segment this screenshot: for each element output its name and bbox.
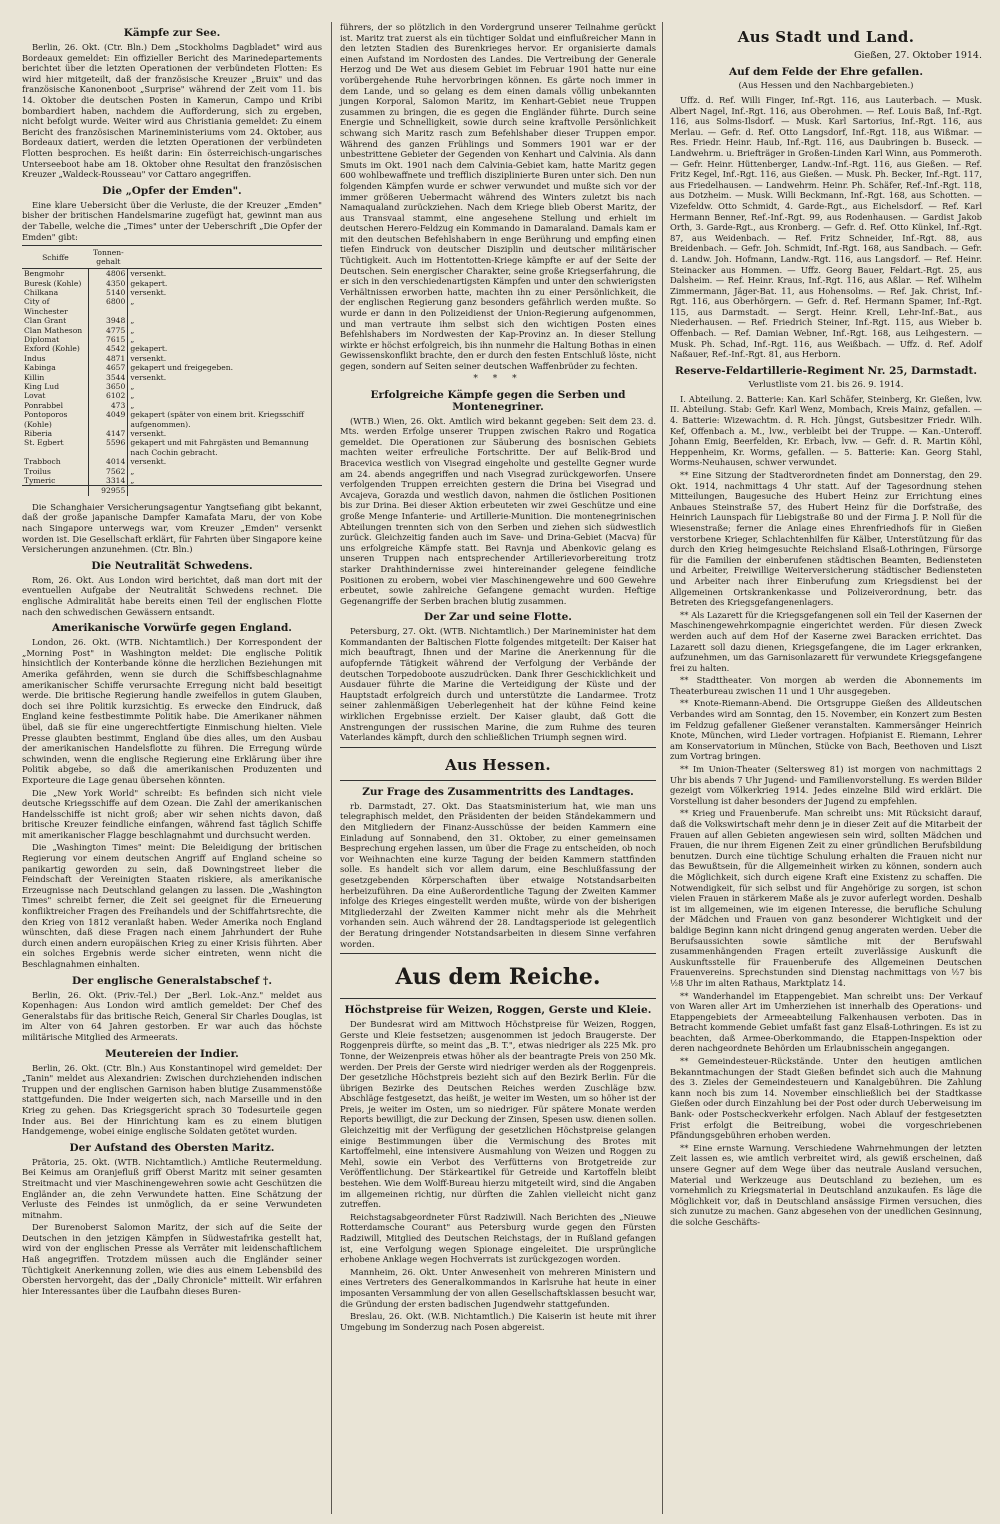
ship-status: versenkt. <box>130 269 167 279</box>
table-row <box>22 288 322 297</box>
tonnage: 4542 <box>89 344 128 353</box>
table-row <box>22 373 322 382</box>
section-box <box>340 747 656 781</box>
article-paragraph: I. Abteilung. 2. Batterie: Kan. Karl Schäfer, Steinberg, Kr. Gießen, lvw. II. Abteilung. Stab: Gefr. Karl Wenz, Mombach, Kreis Mainz, gefallen. — 4. Batterie: Wizewachtm. d. R. Hch. Jüngst, Gutsbesitzer Friedr. Wilh. Kef, Offenbach a. M., lvw., verbleibt bei der Truppe. — Kan.-Unteroff. Johann Emig, Beerfelden, Kr. Erbach, lvw. — Gefr. d. R. Martin Köhl, Heppenheim, Kr. Worms, gefallen. — 5. Batterie: Kan. Georg Stahl, Worms-Neuhausen, schwer verwundet. <box>670 393 982 468</box>
section-heading: Erfolgreiche Kämpfe gegen die Serben und Montenegriner. <box>370 388 626 413</box>
ship-name: Troilus <box>24 466 51 476</box>
article-paragraph: ** Stadttheater. Von morgen ab werden die Abonnements im Theaterbureau zwischen 11 und 1 Uhr ausgegeben. <box>670 675 982 696</box>
ship-status: „ <box>130 325 135 335</box>
ship-status: „ <box>130 476 135 486</box>
table-row <box>22 457 322 466</box>
tonnage: 7615 <box>89 335 128 344</box>
table-row <box>22 401 322 410</box>
ship-name: Indus <box>24 353 46 363</box>
table-row <box>22 429 322 438</box>
emden-victims-table <box>22 245 322 496</box>
dateline: Gießen, 27. Oktober 1914. <box>853 50 982 61</box>
tonnage: 4871 <box>89 354 128 363</box>
table-row <box>22 279 322 288</box>
table-row <box>22 410 322 429</box>
ship-name: Lovat <box>24 391 46 401</box>
table-row <box>22 363 322 372</box>
ship-name: Buresk (Kohle) <box>24 278 82 288</box>
ship-status: versenkt. <box>130 372 167 382</box>
ship-name: Killin <box>24 372 45 382</box>
article-paragraph: Berlin, 26. Okt. (Ctr. Bln.) Dem „Stockholms Dagbladet" wird aus Bordeaux gemeldet: Ein offizieller Bericht des Marinedepartements berichtet über die letzten Operationen der verbündeten Flotten: Es wird hier mitgeteilt, daß der französische Kreuzer „Bruix" und das französische Kanonenboot „Surprise" während der Zeit vom 11. bis 14. Oktober die deutschen Posten in Kamerun, Campo und Kribi bombardiert haben, nachdem die Aufforderung, sich zu ergeben, nicht befolgt wurde. Weiter wird aus Christiania gemeldet: Zu einem Bericht des französischen Marineministeriums vom 24. Oktober, aus Bordeaux datiert, werden die letzten Operationen der verbündeten Flotten besprochen. Es heißt darin: Ein österreichisch-ungarisches Unterseeboot habe am 18. Oktober ohne Resultat den französischen Kreuzer „Waldeck-Rousseau" vor Cattaro angegriffen. <box>22 42 322 180</box>
ship-status: „ <box>130 334 135 344</box>
article-paragraph: Mannheim, 26. Okt. Unter Anwesenheit von mehreren Ministern und eines Vertreters des Generalkommandos in Karlsruhe hat heute in einer imposanten Versammlung der von allen Gesellschaftsklassen besucht war, die Gründung der ersten badischen Jugendwehr stattgefunden. <box>340 1266 656 1309</box>
table-row <box>22 382 322 391</box>
section-heading: Der Zar und seine Flotte. <box>424 611 572 624</box>
tonnage: 6102 <box>89 391 128 400</box>
article-paragraph: ** Als Lazarett für die Kriegsgefangenen soll ein Teil der Kasernen der Maschinengewehrkompagnie eingerichtet werden. Für diesen Zweck werden auch auf dem Hof der Kaserne zwei Baracken errichtet. Das Lazarett soll dazu dienen, Kriegsgefangene, die im Lager erkranken, aufzunehmen, um das Garnisonlazarett für verwundete Kriegsgefangene frei zu halten. <box>670 609 982 673</box>
ship-name: Tymeric <box>24 476 56 486</box>
column-rule <box>331 22 332 1514</box>
table-row <box>22 344 322 353</box>
article-paragraph: Uffz. d. Ref. Willi Finger, Inf.-Rgt. 116, aus Lauterbach. — Musk. Albert Nagel, Inf.-Rgt. 116, aus Oberohmen. — Ref. Louis Baß, Inf.-Rgt. 116, aus Solms-Ilsdorf. — Musk. Karl Sartorius, Inf.-Rgt. 116, aus Merlau. — Gefr. d. Ref. Otto Langsdorf, Inf.-Rgt. 118, aus Wißmar. — Res. Friedr. Heinr. Haub, Inf.-Rgt. 116, aus Daubringen b. Buseck. — Landwehrm. u. Briefträger in Großen-Linden Karl Winn, aus Pommeroth. — Gefr. Heinr. Hüttenberger, Landw.-Inf.-Rgt. 116, aus Gießen. — Ref. Fritz Kegel, Inf.-Rgt. 116, aus Gießen. — Musk. Ph. Becker, Inf.-Rgt. 117, aus Friedelhausen. — Landwehrm. Heinr. Ph. Schäfer, Ref.-Inf.-Rgt. 118, aus Dotzheim. — Musk. Willi Beckmann, Inf.-Rgt. 168, aus Schotten. — Vizefeldw. Otto Schmidt, 4. Garde-Rgt., aus Eichelsdorf. — Ref. Karl Hermann Benner, Ref.-Inf.-Rgt. 99, aus Rodenhausen. — Gardist Jakob Orth, 3. Garde-Rgt., aus Kronberg. — Gefr. d. Ref. Otto Künkel, Inf.-Rgt. 87, aus Weidenbach. — Ref. Fritz Schneider, Inf.-Rgt. 88, aus Breidenbach. — Gefr. Joh. Schmidt, Inf.-Rgt. 168, aus Sandbach. — Gefr. d. Landw. Joh. Hofmann, Landw.-Rgt. 116, aus Langsdorf. — Ref. Heinr. Steinacker aus Hommen. — Uffz. Georg Bauer, Feldart.-Rgt. 25, aus Dalsheim. — Ref. Heinr. Kraus, Inf.-Rgt. 116, aus Aßlar. — Ref. Wilhelm Zimmermann, Jäger-Bat. 11, aus Hohensolms. — Ref. Jak. Christ, Inf.-Rgt. 116, aus Oberhörgern. — Gefr. d. Ref. Hermann Spamer, Inf.-Rgt. 115, aus Darmstadt. — Sergt. Heinr. Krell, Lehr-Inf.-Bat., aus Niederhausen. — Ref. Friedrich Steiner, Inf.-Rgt. 115, aus Wieber b. Offenbach. — Ref. Damian Webner, Inf.-Rgt. 168, aus Leihgestern. — Musk. Ph. Schad, Inf.-Rgt. 116, aus Weißbach. — Uffz. d. Ref. Adolf Naßauer, Ref.-Inf.-Rgt. 81, aus Herborn. <box>670 95 982 360</box>
section-heading: Höchstpreise für Weizen, Roggen, Gerste und Kleie. <box>344 1004 652 1017</box>
ship-status: versenkt. <box>130 287 167 297</box>
table-header: Tonnen-gehalt <box>89 246 128 269</box>
article-paragraph: Petersburg, 27. Okt. (WTB. Nichtamtlich.) Der Marineminister hat dem Kommandanten der Baltischen Flotte folgendes mitgeteilt: Der Kaiser hat mich beauftragt, Ihnen und der Marine die Anerkennung für die aufopfernde Tätigkeit während der Verfolgung der Verbände der deutschen Torpedoboote auszudrücken. Dank Ihrer Geschicklichkeit und Ausdauer führte die Marine die Verteidigung der Küste und der Hauptstadt erfolgreich durch und unterstützte die Landarmee. Trotz seiner zahlenmäßigen Ueberlegenheit hat der kühne Feind keine wirklichen Ergebnisse erzielt. Der Kaiser glaubt, daß Gott die Anstrengungen der russischen Marine, die zum Ruhme des teuren Vaterlandes kämpft, durch den schließlichen Triumph segnen wird. <box>340 626 656 743</box>
ship-status: „ <box>130 297 135 307</box>
separator-stars: * * * <box>473 373 523 384</box>
ship-status: gekapert (später von einem brit. Kriegsschiff aufgenommen). <box>130 410 304 429</box>
tonnage: 7562 <box>89 467 128 476</box>
table-row <box>22 391 322 400</box>
ship-name: St. Egbert <box>24 438 64 448</box>
article-paragraph: (WTB.) Wien, 26. Okt. Amtlich wird bekannt gegeben: Seit dem 23. d. Mts. werden Erfolge unserer Truppen zwischen Rakro und Rogatica gemeldet. Die Operationen zur Säuberung des bosnischen Gebiets machten weiter erfreuliche Fortschritte. Der auf Belik-Brod und Bracevica westlich von Visegrad eingeholte und gestellte Gegner wurde am 24. abends angegriffen und nach Visegrad zurückgeworfen. Unsere verfolgenden Truppen erreichten gestern die Drina bei Visegrad und Avcajeva, Gorazda und westlich davon, nahmen die östlichen Positionen bis zur Drina. Bei dieser Aktion erbeuteten wir zwei Geschütze und eine große Menge Infanterie- und Artillerie-Munition. Die montenegrinischen Abteilungen trennten sich von den Serben und ziehen sich südwestlich zurück. Gleichzeitig fanden auch im Save- und Drina-Gebiet (Macva) für uns erfolgreiche Kämpfe statt. Bei Ravnja und Abenkovic gelang es unseren Truppen nach entsprechender Artillerievorbereitung trotz starker Drahthindernisse zwei hintereinander gelegene feindliche Positionen zu erobern, wobei vier Maschinengewehre und 600 Gewehre erbeutet, sowie zahlreiche Gefangene gemacht wurden. Heftige Gegenangriffe der Serben brachen blutig zusammen. <box>340 415 656 606</box>
ship-name: Exford (Kohle) <box>24 344 80 354</box>
article-paragraph: Prätoria, 25. Okt. (WTB. Nichtamtlich.) Amtliche Reutermeldung. Bei Keimus am Oranjefluß griff Oberst Maritz mit seiner gesamten Streitmacht und vier Maschinengewehren sowie acht Geschützen die Engländer an, die zehn Verwundete hatten. Eine Schätzung der Verluste des Feindes ist unmöglich, da er seine Verwundeten mitnahm. <box>22 1156 322 1220</box>
ship-name: Chilkana <box>24 287 59 297</box>
tonnage: 4350 <box>89 279 128 288</box>
tonnage: 3650 <box>89 382 128 391</box>
ship-status: gekapert. <box>130 278 168 288</box>
tonnage: 6800 <box>89 297 128 316</box>
article-paragraph: ** Wanderhandel im Etappengebiet. Man schreibt uns: Der Verkauf von Waren aller Art im Umherziehen ist innerhalb des Operations- und Etappengebiets der Armeeabteilung Falkenhausen verboten. Das in Betracht kommende Gebiet umfaßt fast ganz Elsaß-Lothringen. Es ist zu beachten, daß Armee-Oberkommando, die Etappen-Inspektion oder deren nachgeordnete Behörden um Erlaubnisschein angegangen. <box>670 990 982 1054</box>
section-heading: Die Neutralität Schwedens. <box>91 559 253 572</box>
ship-name: Riberia <box>24 429 53 438</box>
table-total: 92955 <box>89 486 128 496</box>
ship-status: gekapert. <box>130 344 168 354</box>
column-rule <box>662 22 663 1514</box>
article-paragraph: Berlin, 26. Okt. (Ctr. Bln.) Aus Konstantinopel wird gemeldet: Der „Tanin" meldet aus Alexandrien: Zwischen durchziehenden indischen Truppen und der englischen Garnison haben blutige Zusammenstöße stattgefunden. Die Inder weigerten sich, nach Marseille und in den Krieg zu gehen. Das Kriegsgericht sprach 30 Todesurteile gegen Inder aus. Bei der Hinrichtung kam es zu einem blutigen Handgemenge, wobei einige englische Soldaten getötet wurden. <box>22 1062 322 1137</box>
section-heading: Die „Opfer der Emden". <box>102 184 242 197</box>
column-3 <box>670 22 982 1230</box>
section-subheading: Verlustliste vom 21. bis 26. 9. 1914. <box>748 379 904 390</box>
ship-status: gekapert und freigegeben. <box>130 363 234 373</box>
tonnage: 4049 <box>89 410 128 429</box>
ship-status: versenkt. <box>130 457 167 467</box>
tonnage: 4147 <box>89 429 128 438</box>
ship-name: Ponrabbel <box>24 400 64 410</box>
section-heading: Der Aufstand des Obersten Maritz. <box>69 1141 275 1154</box>
tonnage: 3948 <box>89 316 128 325</box>
section-heading: Meutereien der Indier. <box>105 1047 239 1060</box>
tonnage: 3544 <box>89 373 128 382</box>
table-row <box>22 467 322 476</box>
region-heading: Aus dem Reiche. <box>395 964 601 991</box>
tonnage: 4806 <box>89 269 128 279</box>
ship-name: Pontoporos (Kohle) <box>24 410 68 429</box>
section-heading: Amerikanische Vorwürfe gegen England. <box>52 622 292 635</box>
ship-name: Clan Grant <box>24 316 67 326</box>
section-subheading: (Aus Hessen und den Nachbargebieten.) <box>738 81 914 91</box>
ship-name: City of Winchester <box>24 297 68 316</box>
article-paragraph: Die „Washington Times" meint: Die Beleidigung der britischen Regierung vor einem deutschen Angriff auf England scheine so panikartig geworden zu sein, daß Downingstreet lieber die Feindschaft der Vereinigten Staaten riskiere, als amerikanische Erzeugnisse nach Deutschland gelangen zu lassen. Die „Washington Times" schreibt ferner, die Zeit sei geeignet für die Erneuerung konfliktreicher Fragen des Freihandels und der Schiffahrtsrechte, die den Krieg von 1812 veranlaßt haben. Weder Amerika noch England wünschten, daß diese Fragen nach einem Jahrhundert der Ruhe durch einen andern europäischen Krieg zu einer Krisis führten. Aber ein solches Ergebnis werde sicher eintreten, wenn nicht die Beschlagnahmen einhalten. <box>22 842 322 969</box>
table-total-row <box>22 486 322 496</box>
column-2 <box>340 22 656 1334</box>
tonnage: 5140 <box>89 288 128 297</box>
ship-status: „ <box>130 400 135 410</box>
article-paragraph: Der Burenoberst Salomon Maritz, der sich auf die Seite der Deutschen in den jetzigen Kämpfen in Südwestafrika gestellt hat, wird von der englischen Presse als Verräter mit leidenschaftlichem Haß angegriffen. Trotzdem müssen auch die Engländer seiner Tüchtigkeit Anerkennung zollen, wie dies aus einem Lebensbild des Obersten hervorgeht, das der „Daily Chronicle" mitteilt. Wir erfahren hier Interessantes über die Laufbahn dieses Buren- <box>22 1222 322 1296</box>
article-paragraph: Die „New York World" schreibt: Es befinden sich nicht viele deutsche Kriegsschiffe auf dem Ozean. Die Zahl der amerikanischen Handelsschiffe ist nicht groß; aber wir sehen nichts davon, daß britische Kreuzer feindliche einfangen, während fast täglich Schiffe mit amerikanischer Flagge beschlagnahmt und durchsucht werden. <box>22 787 322 840</box>
article-paragraph: ** Im Union-Theater (Seltersweg 81) ist morgen von nachmittags 2 Uhr bis abends 7 Uhr Jugend- und Familienvorstellung. Es werden Bilder gezeigt vom Völkerkrieg 1914. Jedes einzelne Bild wird erklärt. Die Vorstellung ist daher besonders der Jugend zu empfehlen. <box>670 764 982 806</box>
ship-status: versenkt. <box>130 353 167 363</box>
article-paragraph: Eine klare Uebersicht über die Verluste, die der Kreuzer „Emden" bisher der britischen Handelsmarine zugefügt hat, gewinnt man aus der Tabelle, welche die „Times" unter der Ueberschrift „Die Opfer der Emden" gibt: <box>22 199 322 242</box>
article-paragraph: Der Bundesrat wird am Mittwoch Höchstpreise für Weizen, Roggen, Gerste und Kleie festsetzen; ausgenommen ist jedoch Braugerste. Der Roggenpreis dürfte, so meint das „B. T.", etwas niedriger als 225 Mk. pro Tonne, der Weizenpreis etwas höher als der beantragte Preis von 250 Mk. werden. Der Preis der Gerste wird niedriger werden als der Roggenpreis. Der gesetzliche Höchstpreis bezieht sich auf den Bezirk Berlin. Für die übrigen Bezirke des Deutschen Reiches werden Zuschläge bzw. Abschläge festgesetzt, das heißt, je weiter im Westen, um so höher ist der Preis, je weiter im Osten, um so niedriger. Für spätere Monate werden Reports bewilligt, die zur Deckung der Zinsen, Spesen usw. dienen sollen. Gleichzeitig mit der Verfügung der gesetzlichen Höchstpreise gelangen einige Bestimmungen über die Vermischung des Brotes mit Kartoffelmehl, eine intensivere Ausmahlung von Weizen und Roggen zu Mehl, sowie ein Verbot des Verfütterns von Brotgetreide zur Veröffentlichung. Der Stärkeartikel für Getreide und Kartoffeln bleibt bestehen. Wie dem Wolff-Bureau hierzu mitgeteilt wird, sind die Angaben im allgemeinen richtig, nur dürften die Zahlen vielleicht nicht ganz zutreffen. <box>340 1019 656 1210</box>
ship-status: „ <box>130 381 135 391</box>
article-paragraph: ** Eine Sitzung der Stadtverordneten findet am Donnerstag, den 29. Okt. 1914, nachmittags 4 Uhr statt. Auf der Tagesordnung stehen Mitteilungen, Baugesuche des Hubert Heinz zur Errichtung eines Anbaues Steinstraße 57, des Hubert Heinz für die Dorfstraße, des Heinrich Launspach für Liebigstraße 80 und der Firma J. P. Noll für die Wiesenstraße; ferner die Anlage eines Ehrenfriedhofs für in Gießen verstorbene Krieger, Schlachtenhilfen für Kälber, Unterstützung für das durch den Krieg heimgesuchte Reichsland Elsaß-Lothringen, Fürsorge für die Familien der einberufenen städtischen Beamten, Bediensteten und Arbeiter, Freiwillige Weiterversicherung städtischer Bediensteten und Arbeiter nach ihrer Einberufung zum Kriegsdienst bei der Allgemeinen Ortskrankenkasse und Polizeiverordnung, betr. das Betreten des Kriegsgefangenenlagers. <box>670 470 982 608</box>
article-paragraph: ** Eine ernste Warnung. Verschiedene Wahrnehmungen der letzten Zeit lassen es, wie amtlich verbreitet wird, als gewiß erscheinen, daß unsere Gegner auf dem Wege über das neutrale Ausland versuchen, Material und Werkzeuge aus Deutschland zu beziehen, um es vornehmlich zu Kriegsmaterial in Deutschland anzukaufen. Es läge die Möglichkeit vor, daß in Deutschland ansässige Firmen versuchen, dies sich zunutze zu machen. Ganz abgesehen von der unedlichen Gesinnung, die solche Geschäfts- <box>670 1142 982 1227</box>
table-row <box>22 269 322 279</box>
table-row <box>22 476 322 486</box>
table-row <box>22 326 322 335</box>
section-heading: Reserve-Feldartillerie-Regiment Nr. 25, Darmstadt. <box>675 364 977 377</box>
tonnage: 473 <box>89 401 128 410</box>
tonnage: 4775 <box>89 326 128 335</box>
ship-name: King Lud <box>24 381 60 391</box>
ship-status: „ <box>130 316 135 326</box>
section-heading: Auf dem Felde der Ehre gefallen. <box>729 66 923 78</box>
ship-status: versenkt. <box>130 429 167 438</box>
article-paragraph: Die Schanghaier Versicherungsagentur Yangtsefiang gibt bekannt, daß der große japanische Dampfer Kamafata Maru, der von Kobe nach Singapore unterwegs war, vom Kreuzer „Emden" versenkt worden ist. Die Gesellschaft erklärt, für Fahrten über Singapore keine Versicherungen anzunehmen. (Ctr. Bln.) <box>22 501 322 555</box>
table-header <box>128 246 322 269</box>
ship-name: Diplomat <box>24 334 60 344</box>
table-header: Schiffe <box>22 246 89 269</box>
region-heading: Aus Hessen. <box>445 755 551 774</box>
column-1 <box>22 22 322 1298</box>
table-row <box>22 316 322 325</box>
section-heading: Der englische Generalstabschef †. <box>71 974 272 987</box>
table-row <box>22 438 322 457</box>
table-row <box>22 335 322 344</box>
tonnage: 4657 <box>89 363 128 372</box>
table-row <box>22 297 322 316</box>
region-heading: Aus Stadt und Land. <box>737 28 915 46</box>
tonnage: 5596 <box>89 438 128 457</box>
article-paragraph: ** Knote-Riemann-Abend. Die Ortsgruppe Gießen des Alldeutschen Verbandes wird am Sonntag, den 15. November, ein Konzert zum Besten im Feldzug gefallener Gießener veranstalten. Kammersänger Heinrich Knote, München, wird Lieder vortragen. Hofpianist E. Riemann, Lehrer am Konservatorium in München, Stücke von Bach, Beethoven und Liszt zum Vortrag bringen. <box>670 698 982 762</box>
section-heading: Kämpfe zur See. <box>123 27 221 39</box>
ship-status: „ <box>130 391 135 401</box>
ship-name: Kabinga <box>24 363 56 373</box>
ship-name: Bengmohr <box>24 269 65 279</box>
table-row <box>22 354 322 363</box>
article-paragraph: London, 26. Okt. (WTB. Nichtamtlich.) Der Korrespondent der „Morning Post" in Washington meldet: Die englische Politik hinsichtlich der Konterbande könne die herzlichen Beziehungen mit Amerika gefährden, wenn sie durch die Schiffsbeschlagnahme amerikanischer Schiffe verursachte Erregung nicht bald beseitigt werde. Die britische Regierung handle zweifellos in gutem Glauben, doch sei ihre Politik kurzsichtig. Es erwecke den Eindruck, daß England keine festbestimmte Politik habe. Die Amerikaner nähmen übel, daß sie für eine ungerechtfertigte Einmischung hielten. Viele Presse glaubten bestimmt, England übe dies alles, um den Ausbau der amerikanischen Handelsflotte zu führen. Die Erregung würde schwinden, wenn die englische Regierung eine Erklärung über ihre Politik abgebe, so daß die amerikanischen Produzenten und Exporteure die Lage genau übersehen könnten. <box>22 637 322 785</box>
tonnage: 4014 <box>89 457 128 466</box>
ship-name: Clan Matheson <box>24 325 83 335</box>
section-heading: Zur Frage des Zusammentritts des Landtages. <box>362 785 634 798</box>
article-paragraph: Breslau, 26. Okt. (W.B. Nichtamtlich.) Die Kaiserin ist heute mit ihrer Umgebung im Sonderzug nach Posen abgereist. <box>340 1311 656 1332</box>
article-paragraph: führers, der so plötzlich in den Vordergrund unserer Teilnahme gerückt ist. Maritz trat zuerst als ein tüchtiger Soldat und einflußreicher Mann in den letzten Stadien des Burenkrieges hervor. Er organisierte damals einen Aufstand im Nordosten des Landes. Die Vertreibung der Generale Herzog und De Wet aus diesem Gebiet im Februar 1901 hatte nur eine vorübergehende Ruhe hervorbringen können. Es gärte noch immer in dem Lande, und so gelang es dem einen damals völlig unbekannten jungen Korporal, Salomon Maritz, im Kenhart-Gebiet neue Truppen zusammen zu bringen, die es gegen die Engländer führte. Durch seine Energie und Schnelligkeit, sowie durch seine kraftvolle Persönlichkeit schwang sich Maritz rasch zum Befehlshaber dieser Truppen empor. Während des ganzen Frühlings und Sommers 1901 war er der unbestrittene Gebieter der Gegenden von Kenhart und Calvinia. Als dann Smuts im Okt. 1901 nach dem Calvinia-Gebiet kam, hatte Maritz gegen 600 wohlbewaffnete und trefflich disziplinierte Buren unter sich. Den nun folgenden Kämpfen wurde er schwer verwundet und mußte sich vor der immer größeren Uebermacht während des Winters zuletzt bis nach Namaqualand zurückziehen. Nach dem Kriege blieb Oberst Maritz, der aus Transvaal stammt, eine angesehene Stellung und erhielt im deutschen Herero-Feldzug ein Kommando in Damaraland. Damals kam er mit den deutschen Befehlshabern in enge Berührung und empfing einen tiefen Eindruck von deutscher Disziplin und deutscher militärischer Tüchtigkeit. Auch im Hottentotten-Kriege kämpfte er auf der Seite der Deutschen. Sein energischer Charakter, seine große Kriegserfahrung, die er sich in den verschiedenartigsten Kämpfen und unter den schwierigsten Verhältnissen erworben hatte, machten ihn zu einer Persönlichkeit, die der englischen Regierung ganz besonders gefährlich werden mußte. So wurde er dann in den Polizeidienst der Union-Regierung aufgenommen, und man vertraute ihm selbst sich den wichtigen Posten eines Befehlshabers im Nordwesten der Kap-Provinz an. In dieser Stellung wirkte er höchst erfolgreich, bis ihn nunmehr die Haltung Bothas in einen Gewissenskonflikt brachte, den er durch den festen Entschluß löste, nicht gegen, sondern auf Seiten seiner deutschen Waffenbrüder zu fechten. <box>340 22 656 371</box>
article-paragraph: ** Gemeindesteuer-Rückstände. Unter den heutigen amtlichen Bekanntmachungen der Stadt Gießen befindet sich auch die Mahnung des 3. Zieles der Gemeindesteuern und Kanalgebühren. Die Zahlung kann noch bis zum 14. November einschließlich bei der Stadtkasse Gießen oder durch Einzahlung bei der Post oder durch Ueberweisung im Bank- oder Postscheckverkehr erfolgen. Nach Ablauf der festgesetzten Frist erfolgt die Beitreibung, wobei die vorgeschriebenen Pfändungsgebühren erhoben werden. <box>670 1056 982 1141</box>
ship-status: gekapert und mit Fahrgästen und Bemannung nach Cochin gebracht. <box>130 438 309 457</box>
ship-status: „ <box>130 466 135 476</box>
article-paragraph: ** Krieg und Frauenberufe. Man schreibt uns: Mit Rücksicht darauf, daß die Volkswirtschaft mehr denn je in dieser Zeit auf die Mitarbeit der Frauen auf allen Gebieten angewiesen sein wird, sollten Mädchen und Frauen, die nur ihrem Eigenen Zeit zu einer gründlichen Berufsbildung benutzen. Durch eine tüchtige Schulung erhalten die Frauen nicht nur das Bewußtsein, für die Allgemeinheit wirken zu können, sondern auch die Möglichkeit, sich durch eigene Kraft eine Existenz zu schaffen. Die Notwendigkeit, für sich selbst und für Angehörige zu sorgen, ist schon vielen Frauen in stärkerem Maße als je zuvor auferlegt worden. Deshalb ist im allgemeinen, wie im eigenen Interesse, die berufliche Schulung der Mädchen und Frauen von ganz besonderer Wichtigkeit und der baldige Beginn kann nicht dringend genug angeraten werden. Ueber die Berufsaussichten sowie sämtliche mit der Berufswahl zusammenhängenden Fragen erteilt zuverlässige Auskunft die Auskunftsstelle für Frauenberufe des Allgemeinen Deutschen Frauenvereins. Sprechstunden sind Dienstag nachmittags von ½7 bis ½8 Uhr im alten Rathaus, Marktplatz 14. <box>670 808 982 988</box>
tonnage: 3314 <box>89 476 128 486</box>
article-paragraph: Berlin, 26. Okt. (Priv.-Tel.) Der „Berl. Lok.-Anz." meldet aus Kopenhagen: Aus London wird amtlich gemeldet: Der Chef des Generalstabs für das britische Reich, General Sir Charles Douglas, ist im Alter von 64 Jahren gestorben. Er war auch das höchste militärische Mitglied des Armeerats. <box>22 989 322 1042</box>
article-paragraph: Rom, 26. Okt. Aus London wird berichtet, daß man dort mit der eventuellen Aufgabe der Neutralität Schwedens rechnet. Die englische Admiralität habe bereits einen Teil der englischen Flotte nach den schwedischen Gewässern entsandt. <box>22 574 322 617</box>
article-paragraph: Reichstagsabgeordneter Fürst Radziwill. Nach Berichten des „Nieuwe Rotterdamsche Courant" aus Petersburg wurde gegen den Fürsten Radziwill, Mitglied des Deutschen Reichstags, der in Rußland gefangen ist, eine Verfolgung wegen Spionage eingeleitet. Die ursprüngliche erhobene Anklage wegen Hochverrats ist zurückgezogen worden. <box>340 1211 656 1265</box>
section-box <box>340 953 656 999</box>
ship-name: Trabboch <box>24 457 61 467</box>
article-paragraph: rb. Darmstadt, 27. Okt. Das Staatsministerium hat, wie man uns telegraphisch meldet, den Präsidenten der beiden Ständekammern und den Mitgliedern der Finanz-Ausschüsse der beiden Kammern eine Einladung auf Sonnabend, den 31. Oktober, zu einer gemeinsamen Besprechung ergehen lassen, um über die Frage zu entscheiden, ob noch vor Weihnachten eine kurze Tagung der beiden Kammern stattfinden solle. Es handelt sich vor allem darum, eine Beschlußfassung der gesetzgebenden Körperschaften über etwaige Notstandsarbeiten herbeizuführen. Da eine Außerordentliche Tagung der Zweiten Kammer infolge des Krieges eingestellt werden mußte, würde von der bisherigen Mitgliederzahl der Zweiten Kammer nicht mehr als die Mehrheit vorhanden sein. Auch während der 28. Landtagsperiode ist gelegentlich der Beratung dringender Notstandsarbeiten in diesem Sinne verfahren worden. <box>340 800 656 949</box>
